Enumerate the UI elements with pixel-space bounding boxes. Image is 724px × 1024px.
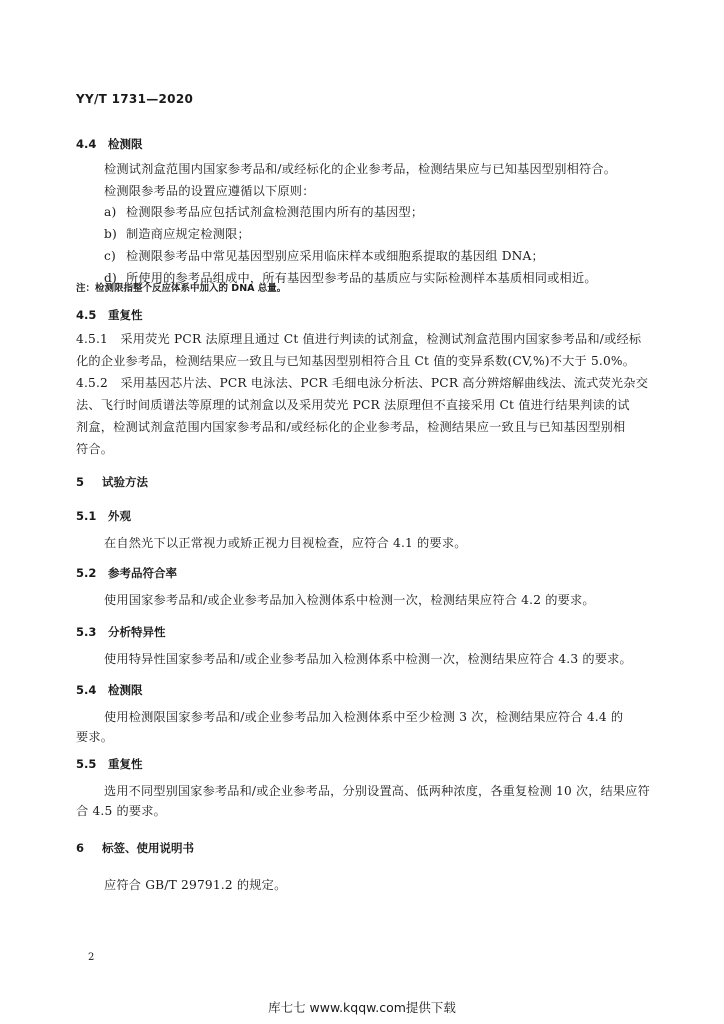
paragraph: 检测试剂盒范围内国家参考品和/或经标化的企业参考品，检测结果应与已知基因型别相符合。: [104, 162, 617, 176]
paragraph-line: 使用检测限国家参考品和/或企业参考品加入检测体系中至少检测 3 次，检测结果应符合 4.4 的: [104, 710, 624, 724]
section-5-1-heading: [76, 508, 131, 524]
list-item: [104, 203, 423, 220]
list-marker: c): [104, 249, 116, 263]
section-number: 5.1: [76, 509, 97, 523]
paragraph: 应符合 GB/T 29791.2 的规定。: [104, 878, 287, 892]
section-5-5-heading: [76, 756, 143, 772]
section-title: 标签、使用说明书: [102, 841, 194, 855]
note: 注：检测限指整个反应体系中加入的 DNA 总量。: [76, 283, 287, 294]
section-title: 检测限: [108, 683, 143, 697]
section-5-4-heading: [76, 682, 143, 698]
list-text: 所使用的参考品组成中，所有基因型参考品的基质应与实际检测样本基质相同或相近。: [126, 271, 597, 285]
paragraph: 检测限参考品的设置应遵循以下原则：: [104, 184, 315, 198]
section-number: 4.4: [76, 137, 97, 151]
section-title: 重复性: [108, 757, 143, 771]
section-number: 5.2: [76, 566, 97, 580]
section-title: 检测限: [108, 137, 143, 151]
list-marker: a): [104, 205, 117, 219]
paragraph-line: 剂盒，检测试剂盒范围内国家参考品和/或经标化的企业参考品，检测结果应一致且与已知基因型别相: [76, 420, 626, 434]
section-5-heading: [76, 474, 148, 490]
list-marker: b): [104, 227, 117, 241]
section-title: 重复性: [108, 308, 143, 322]
paragraph: 使用特异性国家参考品和/或企业参考品加入检测体系中检测一次，检测结果应符合 4.3 的要求。: [104, 652, 632, 666]
section-title: 参考品符合率: [108, 566, 177, 580]
paragraph-line: 法、飞行时间质谱法等原理的试剂盒以及采用荧光 PCR 法原理但不直接采用 Ct 值进行结果判读的试: [76, 398, 630, 412]
paragraph-line: 符合。: [76, 442, 114, 456]
list-text: 制造商应规定检测限；: [126, 227, 250, 241]
section-title: 分析特异性: [108, 625, 166, 639]
paragraph: 在自然光下以正常视力或矫正视力目视检查，应符合 4.1 的要求。: [104, 536, 467, 550]
paragraph-line: 4.5.2 采用基因芯片法、PCR 电泳法、PCR 毛细电泳分析法、PCR 高分辨熔解曲线法、流式荧光杂交: [76, 376, 649, 390]
list-text: 检测限参考品应包括试剂盒检测范围内所有的基因型；: [126, 205, 424, 219]
section-number: 4.5: [76, 308, 97, 322]
section-4-5-heading: [76, 307, 143, 323]
section-number: 5.4: [76, 683, 97, 697]
section-5-3-heading: [76, 624, 166, 640]
paragraph-line: 选用不同型别国家参考品和/或企业参考品，分别设置高、低两种浓度，各重复检测 10 次，结果应符: [104, 784, 650, 798]
section-number: 5.5: [76, 757, 97, 771]
section-4-4-heading: [76, 136, 143, 152]
paragraph-line: 4.5.1 采用荧光 PCR 法原理且通过 Ct 值进行判读的试剂盒，检测试剂盒范围内国家参考品和/或经标: [76, 332, 642, 346]
paragraph-line: 化的企业参考品，检测结果应一致且与已知基因型别相符合且 Ct 值的变异系数(CV,%)不大于 5.0%。: [76, 354, 636, 368]
section-title: 试验方法: [102, 475, 148, 489]
paragraph-line: 要求。: [76, 730, 114, 744]
list-item: [104, 247, 544, 264]
standard-code-header: YY/T 1731—2020: [76, 92, 194, 106]
paragraph-line: 合 4.5 的要求。: [76, 804, 167, 818]
section-title: 外观: [108, 509, 131, 523]
page-number: 2: [88, 952, 95, 963]
download-footer: 库七七 www.kqqw.com提供下载: [268, 1000, 456, 1015]
list-marker: d): [104, 271, 117, 285]
list-item: [104, 225, 250, 242]
section-6-heading: [76, 840, 194, 856]
section-number: 6: [76, 841, 85, 855]
section-number: 5.3: [76, 625, 97, 639]
section-5-2-heading: [76, 565, 177, 581]
paragraph: 使用国家参考品和/或企业参考品加入检测体系中检测一次，检测结果应符合 4.2 的要求。: [104, 593, 595, 607]
section-number: 5: [76, 475, 85, 489]
list-text: 检测限参考品中常见基因型别应采用临床样本或细胞系提取的基因组 DNA；: [126, 249, 544, 263]
